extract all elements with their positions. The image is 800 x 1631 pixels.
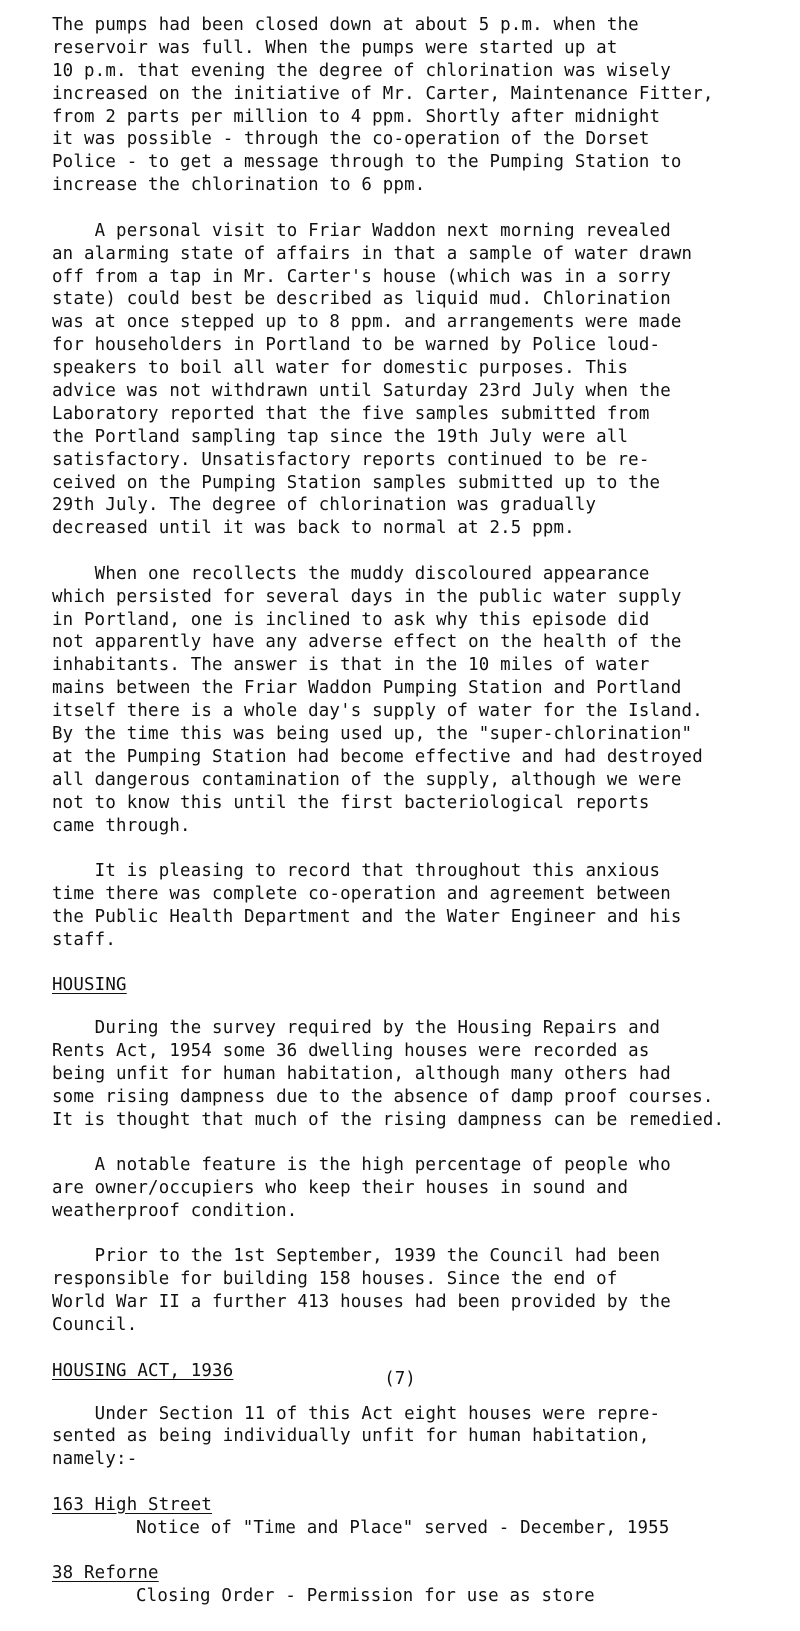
text-line: When one recollects the muddy discoloured appearance [52, 563, 650, 584]
text-line: which persisted for several days in the public water supply [52, 586, 682, 607]
entry-detail: Notice of "Time and Place" served - December, 1955 [136, 1517, 670, 1538]
text-line: speakers to boil all water for domestic purposes. This [52, 358, 629, 379]
paragraph-muddy-appearance [52, 563, 772, 838]
section-heading: HOUSING ACT, 1936 [52, 1360, 234, 1381]
text-line: Under Section 11 of this Act eight houses were repre- [52, 1403, 661, 1424]
text-line: for householders in Portland to be warned by Police loud- [52, 335, 661, 356]
paragraph-owner-occupiers [52, 1154, 772, 1223]
text-line: from 2 parts per million to 4 ppm. Shortly after midnight [52, 106, 661, 127]
entry-address: 163 High Street [52, 1494, 213, 1515]
section-housing [52, 974, 772, 1337]
text-line: not apparently have any adverse effect on the health of the [52, 632, 682, 653]
text-line: in Portland, one is inclined to ask why this episode did [52, 609, 650, 630]
text-line: increase the chlorination to 6 ppm. [52, 175, 426, 196]
text-line: mains between the Friar Waddon Pumping Station and Portland [52, 678, 682, 699]
paragraph-council-building [52, 1245, 772, 1337]
text-line: increased on the initiative of Mr. Carter, Maintenance Fitter, [52, 83, 714, 104]
text-line: came through. [52, 815, 191, 836]
paragraph-personal-visit [52, 220, 772, 540]
text-line: not to know this until the first bacteriological reports [52, 792, 650, 813]
text-line: at the Pumping Station had become effective and had destroyed [52, 746, 703, 767]
paragraph-survey [52, 1017, 772, 1131]
text-line: Prior to the 1st September, 1939 the Council had been [52, 1246, 661, 1267]
text-line: some rising dampness due to the absence of damp proof courses. [52, 1086, 714, 1107]
text-line: 29th July. The degree of chlorination was gradually [52, 495, 597, 516]
entry-high-street [52, 1494, 772, 1540]
text-line: namely:- [52, 1449, 138, 1470]
text-line: inhabitants. The answer is that in the 10 miles of water [52, 655, 650, 676]
text-line: ceived on the Pumping Station samples submitted up to the [52, 472, 661, 493]
text-line: Rents Act, 1954 some 36 dwelling houses were recorded as [52, 1041, 650, 1062]
text-line: responsible for building 158 houses. Since the end of [52, 1269, 618, 1290]
text-line: Police - to get a message through to the Pumping Station to [52, 152, 682, 173]
text-line: By the time this was being used up, the "super-chlorination" [52, 724, 693, 745]
text-line: the Public Health Department and the Water Engineer and his [52, 906, 682, 927]
text-line: the Portland sampling tap since the 19th July were all [52, 426, 629, 447]
text-line: all dangerous contamination of the supply, although we were [52, 769, 682, 790]
text-line: A notable feature is the high percentage of people who [52, 1155, 671, 1176]
text-line: time there was complete co-operation and agreement between [52, 883, 671, 904]
paragraph-cooperation [52, 860, 772, 952]
text-line: state) could best be described as liquid mud. Chlorination [52, 289, 671, 310]
paragraph-pumps-closed [52, 14, 772, 197]
text-line: an alarming state of affairs in that a sample of water drawn [52, 243, 693, 264]
text-line: decreased until it was back to normal at 2.5 ppm. [52, 518, 575, 539]
entry-reforne [52, 1562, 772, 1608]
text-line: itself there is a whole day's supply of water for the Island. [52, 701, 703, 722]
text-line: weatherproof condition. [52, 1200, 298, 1221]
text-line: reservoir was full. When the pumps were started up at [52, 37, 618, 58]
entry-address: 38 Reforne [52, 1563, 159, 1584]
text-line: Laboratory reported that the five samples submitted from [52, 403, 650, 424]
text-line: It is pleasing to record that throughout this anxious [52, 861, 661, 882]
text-line: staff. [52, 929, 117, 950]
text-line: It is thought that much of the rising dampness can be remedied. [52, 1109, 725, 1130]
section-heading: HOUSING [52, 975, 127, 996]
text-line: was at once stepped up to 8 ppm. and arrangements were made [52, 312, 682, 333]
text-line: The pumps had been closed down at about 5 p.m. when the [52, 15, 639, 35]
text-line: it was possible - through the co-operation of the Dorset [52, 129, 650, 150]
text-line: are owner/occupiers who keep their houses in sound and [52, 1178, 629, 1199]
entry-detail: Closing Order - Permission for use as store [136, 1586, 595, 1607]
text-line: World War II a further 413 houses had been provided by the [52, 1292, 671, 1313]
text-line: 10 p.m. that evening the degree of chlorination was wisely [52, 60, 671, 81]
text-line: During the survey required by the Housing Repairs and [52, 1018, 661, 1039]
section-housing-act [52, 1360, 772, 1608]
text-line: sented as being individually unfit for human habitation, [52, 1426, 650, 1447]
text-line: being unfit for human habitation, although many others had [52, 1063, 671, 1084]
text-line: advice was not withdrawn until Saturday 23rd July when the [52, 380, 671, 401]
page-number: (7) [384, 1369, 416, 1389]
text-line: off from a tap in Mr. Carter's house (which was in a sorry [52, 266, 671, 287]
text-line: Council. [52, 1315, 138, 1336]
paragraph-section-11 [52, 1403, 772, 1472]
text-line: A personal visit to Friar Waddon next morning revealed [52, 220, 671, 241]
text-line: satisfactory. Unsatisfactory reports continued to be re- [52, 449, 650, 470]
